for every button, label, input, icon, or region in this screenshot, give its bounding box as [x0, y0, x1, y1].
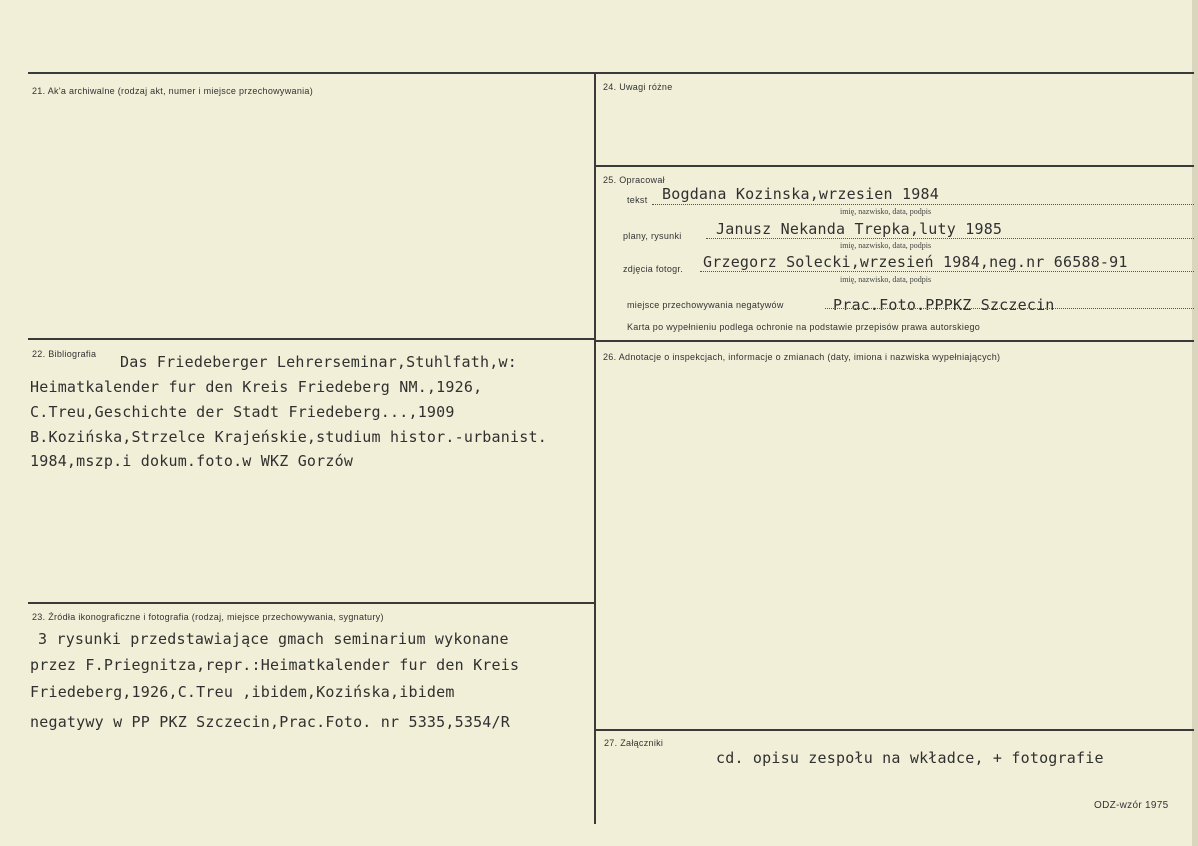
sources-line: Friedeberg,1926,C.Treu ,ibidem,Kozińska,ibidem	[30, 683, 455, 701]
tekst-line	[652, 204, 1194, 205]
zdjecia-label: zdjęcia fotogr.	[623, 264, 684, 274]
section-26-label: 26. Adnotacje o inspekcjach, informacje o zmianach (daty, imiona i nazwiska wypełniających)	[603, 352, 1001, 362]
rule-24-25	[596, 165, 1194, 167]
negatywy-label: miejsce przechowywania negatywów	[627, 300, 784, 310]
top-rule	[28, 72, 1194, 74]
negatywy-line	[825, 308, 1194, 309]
bibliography-line: 1984,mszp.i dokum.foto.w WKZ Gorzów	[30, 452, 354, 470]
attachments-value: cd. opisu zespołu na wkładce, + fotografie	[716, 749, 1104, 767]
center-divider	[594, 74, 596, 824]
rule-25-26	[596, 340, 1194, 342]
bibliography-line: Das Friedeberger Lehrerseminar,Stuhlfath,w:	[120, 353, 517, 371]
section-23-label: 23. Źródła ikonograficzne i fotografia (rodzaj, miejsce przechowywania, sygnatury)	[32, 612, 384, 622]
plany-line	[706, 238, 1194, 239]
section-27-label: 27. Załączniki	[604, 738, 664, 748]
tekst-value: Bogdana Kozinska,wrzesien 1984	[662, 185, 939, 203]
section-22-label: 22. Bibliografia	[32, 349, 97, 359]
bibliography-line: Heimatkalender fur den Kreis Friedeberg NM.,1926,	[30, 378, 483, 396]
section-24-label: 24. Uwagi różne	[603, 82, 673, 92]
rule-21-22	[28, 338, 594, 340]
plany-label: plany, rysunki	[623, 231, 682, 241]
rule-26-27	[596, 729, 1194, 731]
tekst-caption: imię, nazwisko, data, podpis	[840, 207, 932, 216]
sources-line: negatywy w PP PKZ Szczecin,Prac.Foto. nr 5335,5354/R	[30, 713, 510, 731]
plany-value: Janusz Nekanda Trepka,luty 1985	[716, 220, 1003, 238]
bibliography-line: B.Kozińska,Strzelce Krajeńskie,studium histor.-urbanist.	[30, 428, 547, 446]
sources-line: przez F.Priegnitza,repr.:Heimatkalender fur den Kreis	[30, 656, 520, 674]
rule-22-23	[28, 602, 594, 604]
bibliography-line: C.Treu,Geschichte der Stadt Friedeberg...,1909	[30, 403, 455, 421]
section-21-label: 21. Ak'a archiwalne (rodzaj akt, numer i miejsce przechowywania)	[32, 86, 314, 96]
card-edge	[1192, 0, 1198, 846]
form-id: ODZ-wzór 1975	[1094, 800, 1169, 811]
plany-caption: imię, nazwisko, data, podpis	[840, 241, 932, 250]
copyright-note: Karta po wypełnieniu podlega ochronie na podstawie przepisów prawa autorskiego	[627, 322, 981, 332]
zdjecia-caption: imię, nazwisko, data, podpis	[840, 275, 932, 284]
zdjecia-value: Grzegorz Solecki,wrzesień 1984,neg.nr 66588-91	[703, 253, 1128, 271]
tekst-label: tekst	[627, 195, 648, 205]
sources-line: 3 rysunki przedstawiające gmach seminarium wykonane	[38, 630, 509, 648]
section-25-label: 25. Opracował	[603, 175, 665, 185]
negatywy-value: Prac.Foto.PPPKZ Szczecin	[833, 296, 1055, 314]
zdjecia-line	[700, 271, 1194, 272]
